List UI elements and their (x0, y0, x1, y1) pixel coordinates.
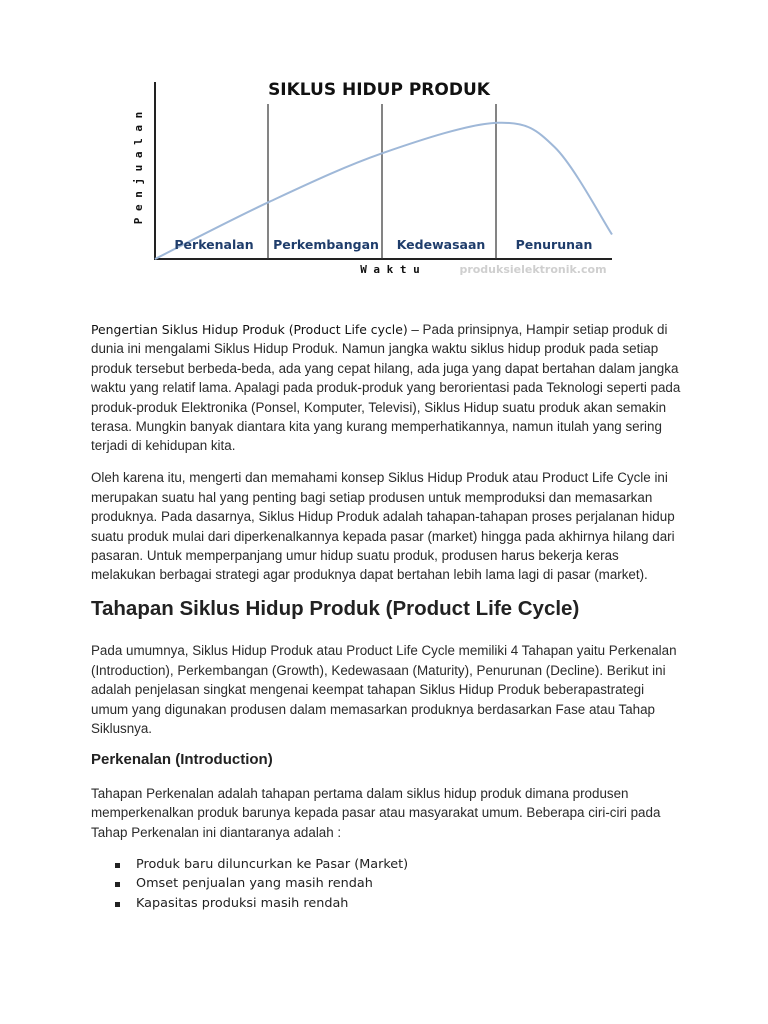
paragraph-3: Pada umumnya, Siklus Hidup Produk atau Product Life Cycle memiliki 4 Tahapan yaitu Perkenalan (Introduction), Perkembangan (Growth), Kedewasaan (Maturity), Penurunan (Decline). Berikut ini adalah penjelasan singkat mengenai keempat tahapan Siklus Hidup Produk beberapastrategi umum yang digunakan produsen dalam memasarkan produknya berdasarkan Fase atau Tahap Siklusnya. (91, 643, 677, 736)
subsection-heading: Perkenalan (Introduction) (91, 750, 273, 768)
list-item (91, 894, 681, 914)
list-item (91, 855, 681, 875)
list-item-text: Produk baru diluncurkan ke Pasar (Market) (136, 856, 409, 872)
paragraph-4: Tahapan Perkenalan adalah tahapan pertama dalam siklus hidup produk dimana produsen memperkenalkan produk barunya kepada pasar atau masyarakat umum. Beberapa ciri-ciri pada Tahap Perkenalan ini diantaranya adalah : (91, 785, 661, 840)
bullet-square-icon (115, 902, 120, 907)
stage-label-1: Perkenalan (174, 237, 254, 252)
list-item-text: Kapasitas produksi masih rendah (136, 895, 349, 911)
product-life-cycle-chart (0, 0, 768, 300)
article (91, 320, 681, 913)
chart-watermark: produksielektronik.com (459, 263, 607, 276)
chart-svg (0, 0, 768, 300)
stage-label-3: Kedewasaan (396, 237, 486, 252)
intro-lead: Pengertian Siklus Hidup Produk (Product Life cycle) (91, 322, 408, 337)
list-item-text: Omset penjualan yang masih rendah (136, 876, 373, 892)
list-item (91, 874, 681, 894)
stage-label-4: Penurunan (515, 237, 593, 252)
paragraph-2: Oleh karena itu, mengerti dan memahami konsep Siklus Hidup Produk atau Product Life Cycle ini merupakan suatu hal yang penting bagi setiap produsen untuk memproduksi dan memasarkan produknya. Pada dasarnya, Siklus Hidup Produk adalah tahapan-tahapan proses perjalanan hidup suatu produk mulai dari diperkenalkannya kepada pasar (market) hingga pada akhirnya hilang dari pasaran. Untuk memperpanjang umur hidup suatu produk, produsen harus bekerja keras melakukan berbagai strategi agar produknya dapat bertahan lebih lama lagi di pasar (market). (91, 470, 675, 583)
stage-label-2: Perkembangan (273, 237, 379, 252)
section-heading: Tahapan Siklus Hidup Produk (Product Life Cycle) (91, 597, 580, 621)
bullet-square-icon (115, 882, 120, 887)
bullet-square-icon (115, 863, 120, 868)
chart-title: SIKLUS HIDUP PRODUK (268, 80, 490, 100)
intro-paragraph (91, 320, 681, 456)
characteristics-list (91, 855, 681, 914)
x-axis-label: W a k t u (360, 263, 420, 276)
intro-text: – Pada prinsipnya, Hampir setiap produk di dunia ini mengalami Siklus Hidup Produk. Namun jangka waktu siklus hidup produk pada setiap produk tersebut berbeda-beda, ada yang cepat hilang, ada juga yang dapat bertahan dalam jangka waktu yang relatif lama. Apalagi pada produk-produk yang berorientasi pada Teknologi seperti pada produk-produk Elektronika (Ponsel, Komputer, Televisi), Siklus Hidup suatu produk akan semakin terasa. Mungkin banyak diantara kita yang kurang memperhatikannya, namun itulah yang sering terjadi di kehidupan kita. (91, 322, 681, 454)
y-axis-label: P e n j u a l a n (132, 111, 145, 225)
